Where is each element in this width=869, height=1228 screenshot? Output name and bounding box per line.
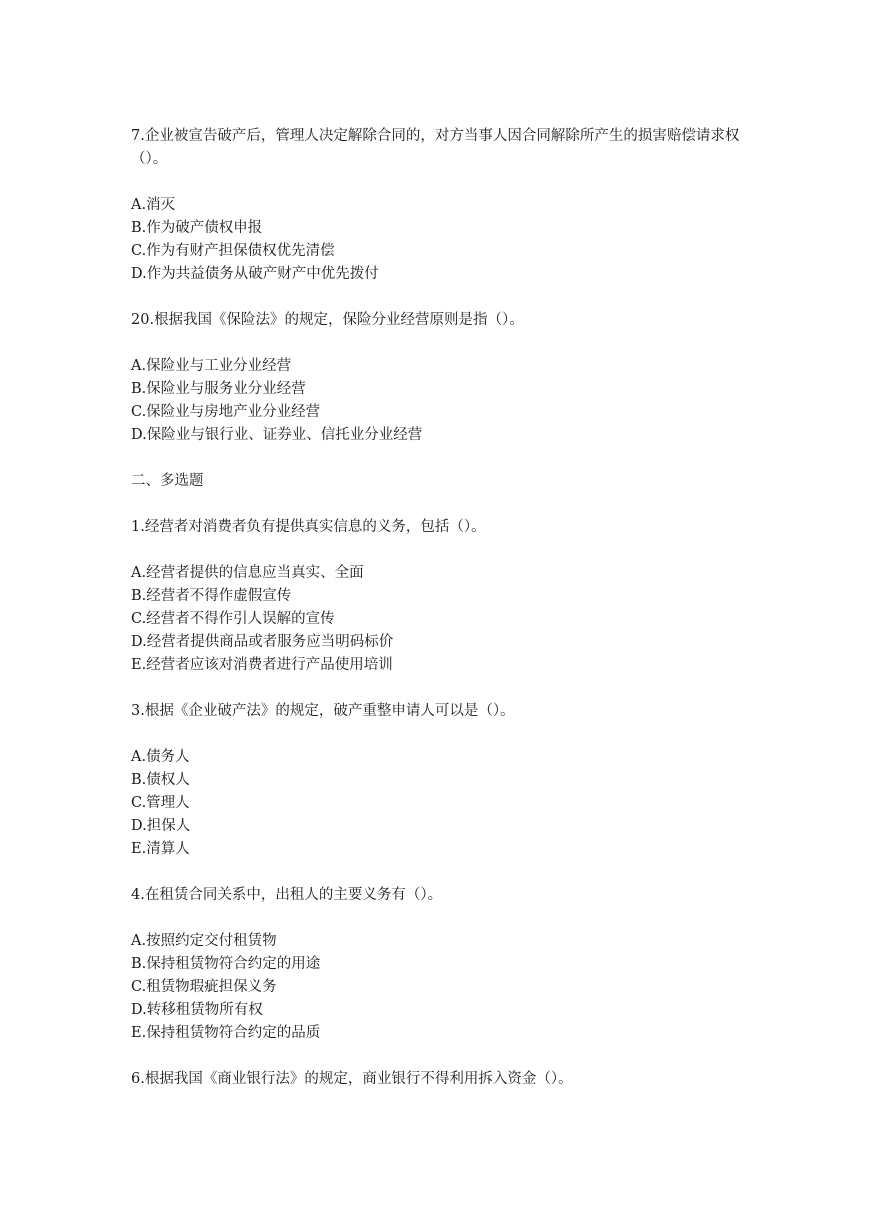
option-item: C.租赁物瑕疵担保义务 xyxy=(131,979,277,995)
option-item: A.消灭 xyxy=(131,197,176,213)
option-list xyxy=(131,194,751,286)
question-block xyxy=(131,516,751,677)
option-item: E.经营者应该对消费者进行产品使用培训 xyxy=(131,657,393,673)
question-text: 1.经营者对消费者负有提供真实信息的义务，包括（）。 xyxy=(131,519,486,535)
option-item: A.债务人 xyxy=(131,749,190,765)
option-list xyxy=(131,930,751,1045)
option-list xyxy=(131,355,751,447)
option-item: C.管理人 xyxy=(131,795,190,811)
option-list xyxy=(131,746,751,861)
question-text: 7.企业被宣告破产后，管理人决定解除合同的，对方当事人因合同解除所产生的损害赔偿请求权（）。 xyxy=(131,128,740,167)
option-item: B.债权人 xyxy=(131,772,190,788)
option-item: C.作为有财产担保债权优先清偿 xyxy=(131,243,335,259)
option-item: E.保持租赁物符合约定的品质 xyxy=(131,1025,321,1041)
section-title: 二、多选题 xyxy=(131,473,204,489)
question-text: 20.根据我国《保险法》的规定，保险分业经营原则是指（）。 xyxy=(131,312,524,328)
question-block xyxy=(131,700,751,861)
option-item: B.经营者不得作虚假宣传 xyxy=(131,588,292,604)
question-block xyxy=(131,309,751,447)
option-item: A.保险业与工业分业经营 xyxy=(131,358,292,374)
question-block xyxy=(131,1068,751,1091)
option-list xyxy=(131,562,751,677)
option-item: D.转移租赁物所有权 xyxy=(131,1002,263,1018)
question-text: 4.在租赁合同关系中，出租人的主要义务有（）。 xyxy=(131,887,443,903)
document-page xyxy=(131,125,751,1091)
option-item: A.经营者提供的信息应当真实、全面 xyxy=(131,565,364,581)
option-item: B.保持租赁物符合约定的用途 xyxy=(131,956,321,972)
question-block xyxy=(131,125,751,286)
option-item: D.保险业与银行业、证券业、信托业分业经营 xyxy=(131,427,423,443)
option-item: C.保险业与房地产业分业经营 xyxy=(131,404,321,420)
option-item: D.作为共益债务从破产财产中优先拨付 xyxy=(131,266,379,282)
question-text: 3.根据《企业破产法》的规定，破产重整申请人可以是（）。 xyxy=(131,703,515,719)
option-item: D.担保人 xyxy=(131,818,191,834)
option-item: B.保险业与服务业分业经营 xyxy=(131,381,306,397)
option-item: B.作为破产债权申报 xyxy=(131,220,263,236)
question-block xyxy=(131,884,751,1045)
option-item: D.经营者提供商品或者服务应当明码标价 xyxy=(131,634,394,650)
option-item: C.经营者不得作引人误解的宣传 xyxy=(131,611,335,627)
question-text: 6.根据我国《商业银行法》的规定，商业银行不得利用拆入资金（）。 xyxy=(131,1071,573,1087)
option-item: E.清算人 xyxy=(131,841,190,857)
option-item: A.按照约定交付租赁物 xyxy=(131,933,277,949)
